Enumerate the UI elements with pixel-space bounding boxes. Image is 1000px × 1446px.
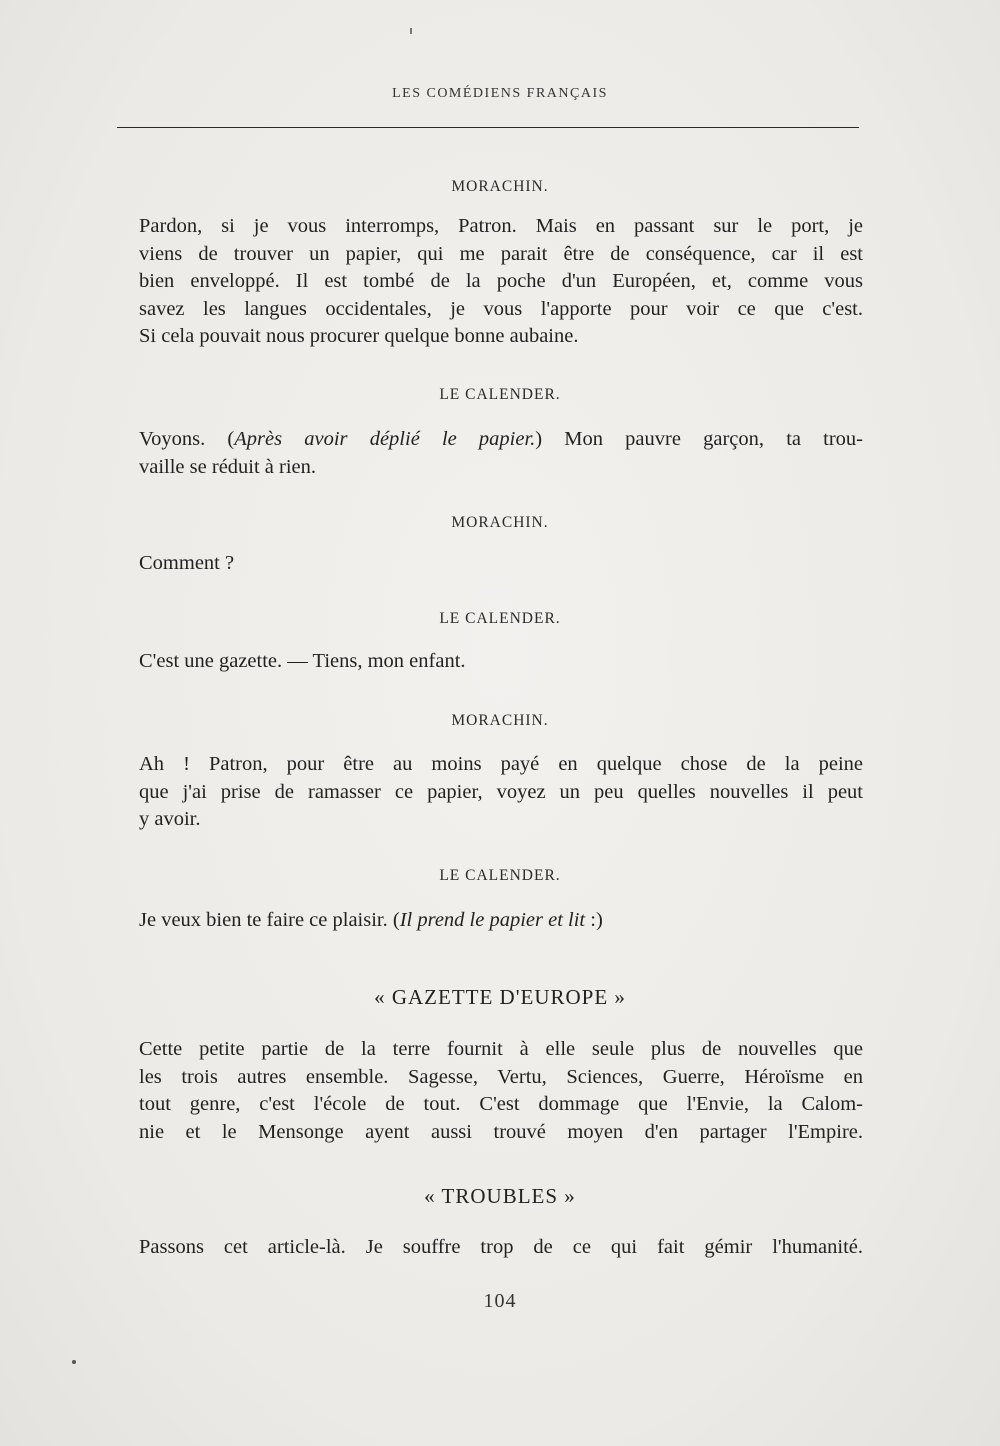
stage-direction: Il prend le papier et lit: [399, 909, 586, 931]
paper-speck: [410, 28, 412, 34]
text-line: Cette petite partie de la terre fournit à elle seule plus de nouvelles que: [139, 1038, 863, 1060]
troubles-heading: « TROUBLES »: [424, 1184, 576, 1208]
speaker-name: MORACHIN.: [451, 712, 549, 729]
text-line: C'est une gazette. — Tiens, mon enfant.: [139, 650, 466, 672]
dialogue-paragraph: [139, 426, 863, 481]
dialogue-paragraph: [139, 550, 863, 578]
text-line: bien enveloppé. Il est tombé de la poche d'un Européen, et, comme vous: [139, 270, 863, 292]
header-rule: [117, 127, 859, 128]
running-head: LES COMÉDIENS FRANÇAIS: [392, 86, 608, 101]
text-line: Passons cet article-là. Je souffre trop de ce qui fait gémir l'humanité.: [139, 1236, 863, 1258]
text-line: Pardon, si je vous interromps, Patron. Mais en passant sur le port, je: [139, 215, 863, 237]
dialogue-paragraph: [139, 213, 863, 351]
text-line: les trois autres ensemble. Sagesse, Vertu, Sciences, Guerre, Héroïsme en: [139, 1065, 863, 1088]
stage-direction: Après avoir déplié le papier.: [234, 428, 536, 450]
speaker-name: LE CALENDER.: [439, 610, 561, 627]
text-line: Voyons. (Après avoir déplié le papier.) Mon pauvre garçon, ta trou-: [139, 428, 864, 450]
paper-speck: [72, 1360, 76, 1364]
text-line: savez les langues occidentales, je vous l'apporte pour voir ce que c'est.: [139, 297, 863, 320]
dialogue-paragraph: [139, 907, 863, 935]
speaker-name: LE CALENDER.: [439, 867, 561, 884]
text-line: Je veux bien te faire ce plaisir. (Il prend le papier et lit :): [139, 909, 603, 931]
dialogue-paragraph: [139, 751, 863, 834]
text-line: Ah ! Patron, pour être au moins payé en quelque chose de la peine: [139, 753, 863, 775]
text-line: tout genre, c'est l'école de tout. C'est dommage que l'Envie, la Calom-: [139, 1093, 863, 1115]
text-line: vaille se réduit à rien.: [139, 455, 317, 478]
page-number: 104: [483, 1290, 517, 1312]
speaker-name: MORACHIN.: [451, 514, 549, 531]
troubles-paragraph: [139, 1234, 863, 1262]
text-line: Comment ?: [139, 552, 235, 574]
speaker-name: MORACHIN.: [451, 178, 549, 195]
text-line: viens de trouver un papier, qui me parait être de conséquence, car il est: [139, 242, 863, 265]
text-line: nie et le Mensonge ayent aussi trouvé moyen d'en partager l'Empire.: [139, 1120, 863, 1143]
text-line: Si cela pouvait nous procurer quelque bonne aubaine.: [139, 325, 579, 347]
text-line: que j'ai prise de ramasser ce papier, voyez un peu quelles nouvelles il peut: [139, 780, 863, 803]
gazette-heading: « GAZETTE D'EUROPE »: [374, 985, 626, 1009]
speaker-name: LE CALENDER.: [439, 386, 561, 403]
gazette-paragraph: [139, 1036, 863, 1146]
dialogue-paragraph: [139, 648, 863, 676]
text-line: y avoir.: [139, 808, 201, 830]
